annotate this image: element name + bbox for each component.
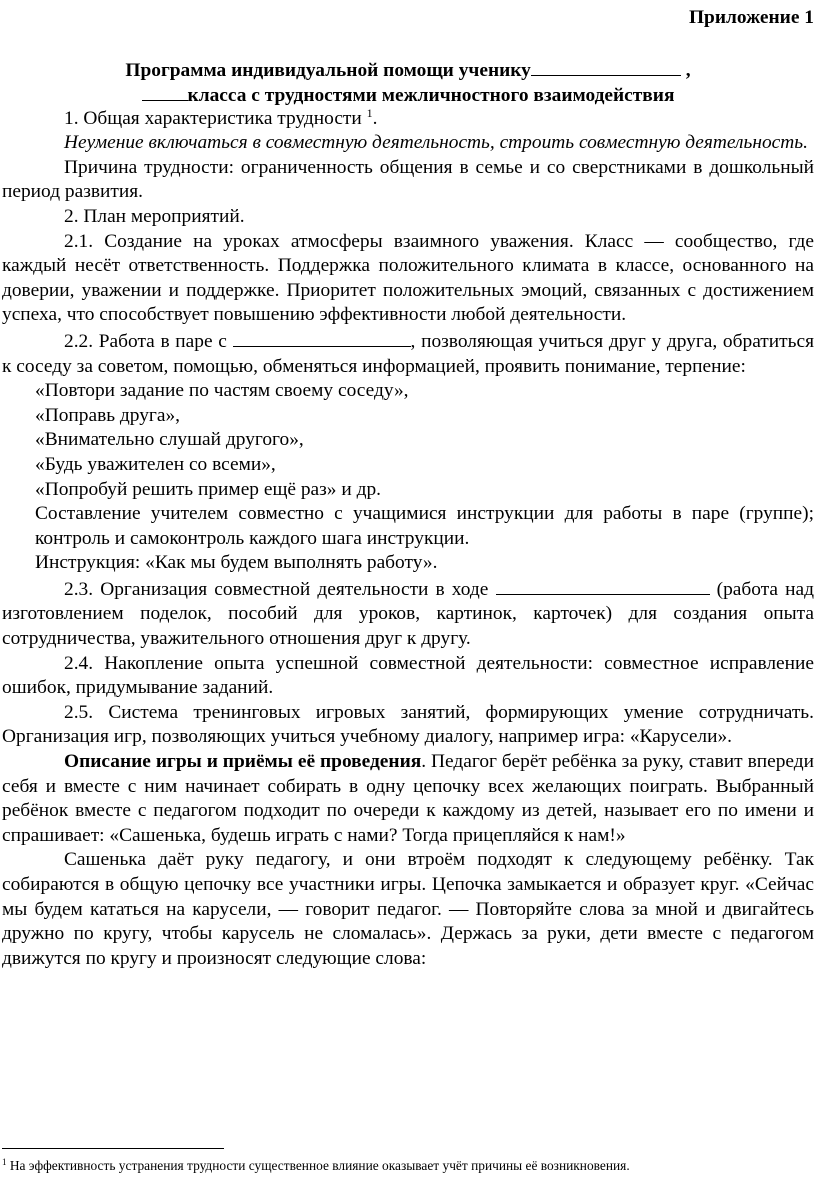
instruction-line: Инструкция: «Как мы будем выполнять работу». [35,552,438,574]
title-line-1-text: Программа индивидуальной помощи ученику [125,59,531,81]
activity-blank [496,576,710,595]
quote-item: «Повтори задание по частям своему соседу», [35,380,409,402]
item-2-1: 2.1. Создание на уроках атмосферы взаимного уважения. Класс — сообщество, где каждый несёт ответственность. Поддержка положительного климата в классе, основанного на доверии, уважении и поддержке. Приоритет положительных эмоций, связанных с достижением успеха, что способствует повышению эффективности любой деятельности. [2,230,814,326]
document-title [2,57,814,107]
section-1-heading-end: . [372,107,378,129]
item-2-2 [2,328,814,379]
item-2-2-after: , позволяющая учиться друг у друга, обратиться к соседу за советом, помощью, обменяться информацией, проявить понимание, терпение: [2,330,814,377]
title-line-1-end: , [680,59,691,81]
section-2-heading: 2. План мероприятий. [64,205,245,227]
footnote-reference: 1 [366,105,373,120]
item-2-5: 2.5. Система тренинговых игровых занятий, формирующих умение сотрудничать. Организация игр, позволяющих учиться учебному диалогу, например игра: «Карусели». [2,701,814,748]
title-line-1 [2,57,814,82]
difficulty-cause: Причина трудности: ограниченность общения в семье и со сверстниками в дошкольный период развития. [2,156,814,203]
title-line-2-text: класса с трудностями межличностного взаимодействия [187,84,675,106]
appendix-label: Приложение 1 [688,7,814,28]
footnote-separator [2,1148,224,1149]
footnote-text: На эффективность устранения трудности существенное влияние оказывает учёт причины её возникновения. [6,1158,630,1173]
class-number-blank [142,82,188,101]
section-1-heading-text: 1. Общая характеристика трудности [64,107,362,129]
game-continuation: Сашенька даёт руку педагогу, и они втроём подходят к следующему ребёнку. Так собираются в общую цепочку все участники игры. Цепочка замыкается и образует круг. «Сейчас мы будем кататься на карусели, — говорит педагог. — Повторяйте слова за мной и двигайтесь дружно по кругу, чтобы карусель не сломалась». Держась за руки, дети вместе с педагогом движутся по кругу и произносят следующие слова: [2,849,814,969]
quote-item: «Поправь друга», [35,404,181,426]
game-description-text: . Педагог берёт ребёнка за руку, ставит впереди себя и вместе с ним начинает собирать в одну цепочку всех желающих поиграть. Выбранный ребёнок вместе с педагогом подходит по очереди к каждому из детей, называет его по имени и спрашивает: «Сашенька, будешь играть с нами? Тогда прицепляйся к нам!» [2,751,814,846]
instruction-composition: Составление учителем совместно с учащимися инструкции для работы в паре (группе); контроль и самоконтроль каждого шага инструкции. [35,503,814,549]
title-line-2 [2,82,814,107]
item-2-3 [2,576,814,652]
item-2-2-before: 2.2. Работа в паре с [64,330,233,352]
partner-name-blank [233,328,411,347]
quote-item: «Попробуй решить пример ещё раз» и др. [35,478,381,500]
quote-item: «Внимательно слушай другого», [35,429,304,451]
item-2-3-after: (работа над изготовлением поделок, пособий для уроков, картинок, карточек) для создания опыта сотрудничества, уважительного отношения друг к другу. [2,578,814,650]
difficulty-description: Неумение включаться в совместную деятельность, строить совместную деятельность. [64,132,808,154]
game-description [2,750,814,848]
item-2-4: 2.4. Накопление опыта успешной совместной деятельности: совместное исправление ошибок, придумывание заданий. [2,652,814,699]
quote-item: «Будь уважителен со всеми», [35,453,276,475]
item-2-3-before: 2.3. Организация совместной деятельности в ходе [64,578,496,600]
section-1-heading [2,107,814,132]
footnote [2,1158,814,1174]
game-description-heading: Описание игры и приёмы её проведения [64,751,422,773]
footnote-mark: 1 [2,1157,7,1167]
student-name-blank [531,57,681,76]
